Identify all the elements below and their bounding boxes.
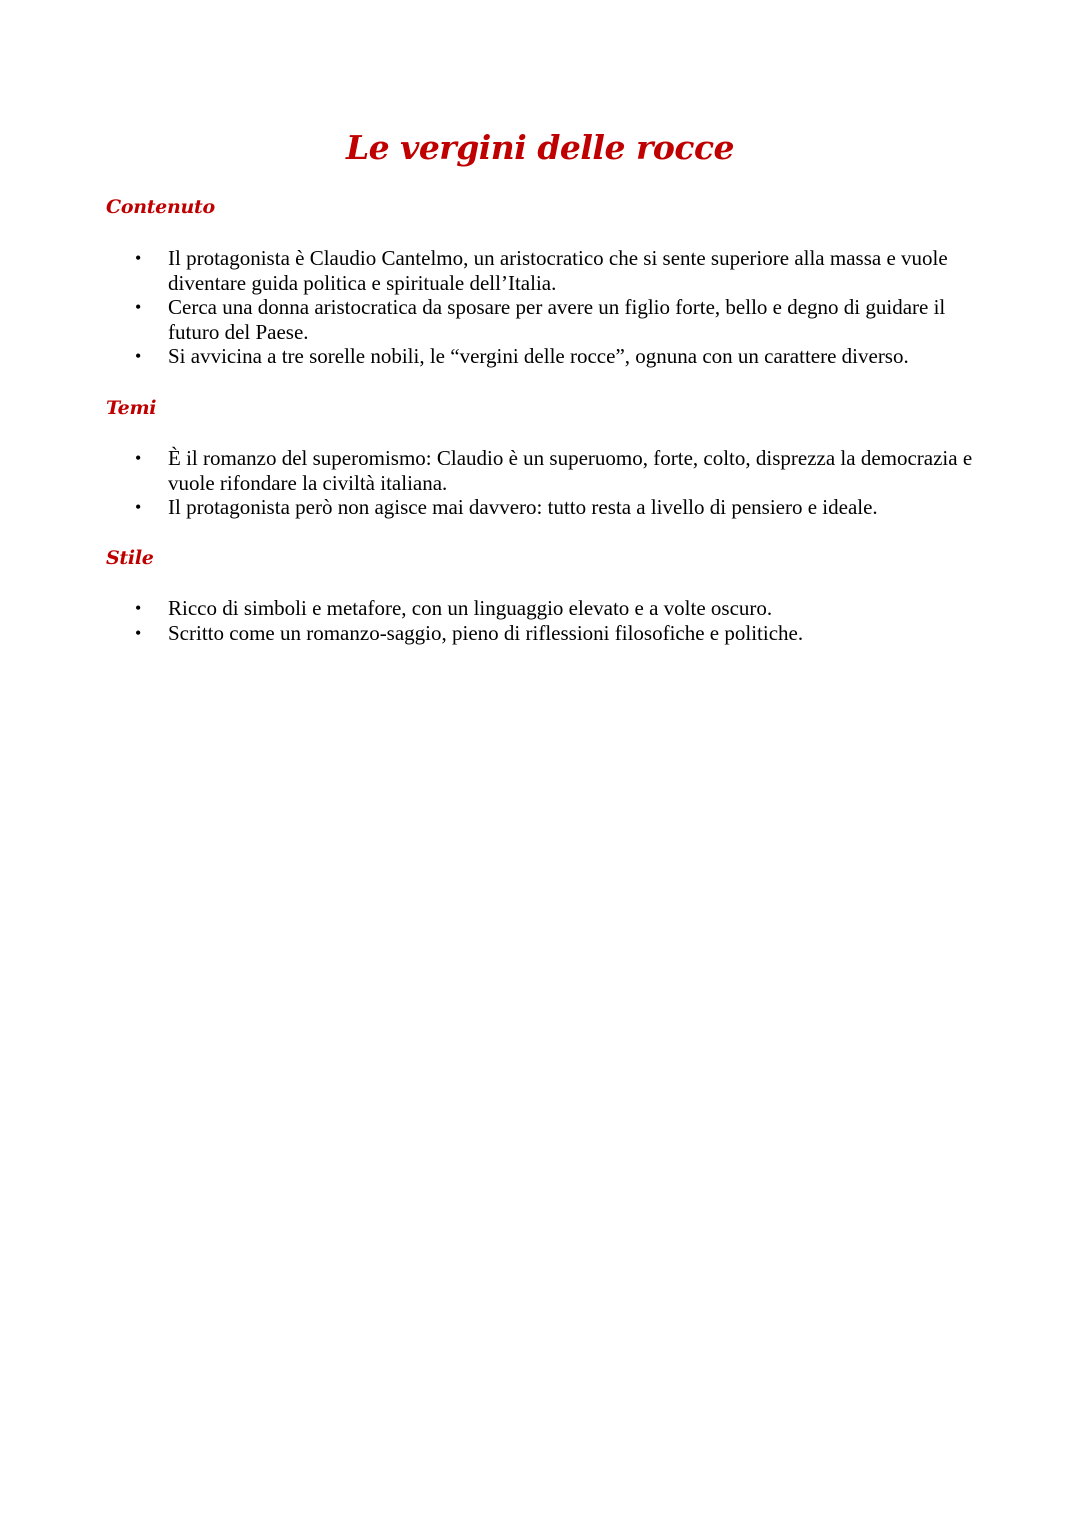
section-heading-contenuto: Contenuto [106,196,215,218]
bullet-icon: • [135,497,142,517]
bullet-icon: • [135,248,142,268]
list-item [130,621,1000,646]
bullet-list-contenuto [130,246,1000,369]
bullet-icon: • [135,346,142,366]
page-title: Le vergini delle rocce [345,128,735,167]
list-item-text: Cerca una donna aristocratica da sposare per avere un figlio forte, bello e degno di guidare il futuro del Paese. [168,295,946,344]
bullet-list-temi [130,446,1000,520]
bullet-icon: • [135,622,142,643]
list-item-text: Si avvicina a tre sorelle nobili, le “vergini delle rocce”, ognuna con un carattere diverso. [168,344,909,368]
section-heading-temi: Temi [106,397,157,419]
list-item-text: Ricco di simboli e metafore, con un linguaggio elevato e a volte oscuro. [168,596,773,620]
list-item-text: Scritto come un romanzo-saggio, pieno di riflessioni filosofiche e politiche. [168,620,804,645]
bullet-icon: • [135,598,142,618]
list-item [130,344,1000,369]
list-item [130,495,1000,520]
list-item [130,295,1000,344]
list-item [130,596,1000,621]
section-heading-stile: Stile [106,547,154,569]
bullet-icon: • [135,297,142,317]
list-item-text: Il protagonista è Claudio Cantelmo, un aristocratico che si sente superiore alla massa e vuole diventare guida politica e spirituale dell’Italia. [168,246,948,295]
list-item [130,246,1000,295]
bullet-icon: • [135,448,142,468]
list-item [130,446,1000,495]
list-item-text: Il protagonista però non agisce mai davvero: tutto resta a livello di pensiero e ideale. [168,495,878,519]
bullet-list-stile [130,596,1000,645]
list-item-text: È il romanzo del superomismo: Claudio è un superuomo, forte, colto, disprezza la democrazia e vuole rifondare la civiltà italiana. [168,446,973,495]
